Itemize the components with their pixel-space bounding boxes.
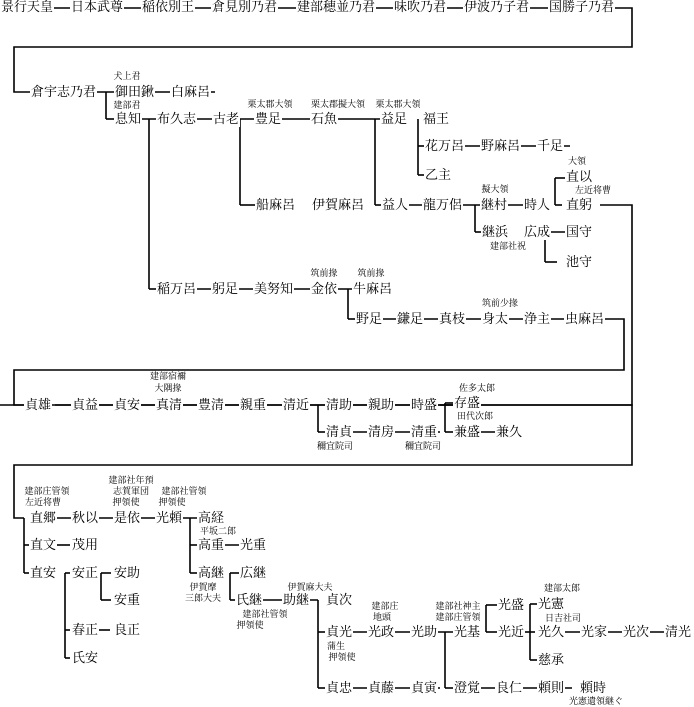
person-茂用: 茂用 bbox=[72, 538, 99, 553]
title-建部君: 建部君 bbox=[113, 101, 141, 111]
person-清貞: 清貞 bbox=[326, 425, 353, 440]
person-助継: 助継 bbox=[283, 593, 310, 608]
title-光憲遺領継ぐ: 光憲遺領継ぐ bbox=[568, 697, 624, 707]
title-左近将曹: 左近将曹 bbox=[24, 498, 62, 508]
person-頼時: 頼時 bbox=[580, 681, 607, 696]
person-豊足: 豊足 bbox=[255, 112, 282, 127]
title-三郎大夫: 三郎大夫 bbox=[184, 594, 222, 604]
person-清近: 清近 bbox=[283, 398, 310, 413]
person-時人: 時人 bbox=[524, 198, 551, 213]
person-花万呂: 花万呂 bbox=[425, 139, 465, 154]
person-倉見別乃君: 倉見別乃君 bbox=[212, 0, 278, 15]
title-大領: 大領 bbox=[567, 157, 587, 167]
title-穪宜院司: 穪宜院司 bbox=[404, 442, 442, 452]
title-押領使: 押領使 bbox=[236, 621, 264, 631]
person-高継: 高継 bbox=[198, 566, 225, 581]
person-石魚: 石魚 bbox=[311, 112, 338, 127]
person-直以: 直以 bbox=[566, 170, 593, 185]
title-押領使: 押領使 bbox=[112, 498, 140, 508]
person-貞雄: 貞雄 bbox=[25, 398, 52, 413]
person-継浜: 継浜 bbox=[482, 225, 509, 240]
person-福王: 福王 bbox=[423, 112, 450, 127]
title-穪宜院司: 穪宜院司 bbox=[316, 442, 354, 452]
person-伊賀麻呂: 伊賀麻呂 bbox=[312, 198, 365, 213]
person-光次: 光次 bbox=[623, 625, 650, 640]
title-建部庄管領: 建部庄管領 bbox=[435, 613, 481, 623]
person-兼久: 兼久 bbox=[496, 425, 523, 440]
title-伊賀麻大夫: 伊賀麻大夫 bbox=[287, 583, 333, 593]
person-是依: 是依 bbox=[114, 511, 141, 526]
person-貞益: 貞益 bbox=[72, 398, 99, 413]
title-栗太郡擬大領: 栗太郡擬大領 bbox=[310, 100, 366, 110]
person-光盛: 光盛 bbox=[498, 598, 525, 613]
person-光政: 光政 bbox=[368, 625, 395, 640]
title-建部宿禰: 建部宿禰 bbox=[149, 372, 187, 382]
person-貞忠: 貞忠 bbox=[326, 681, 353, 696]
person-存盛: 存盛 bbox=[454, 396, 481, 411]
person-氏継: 氏継 bbox=[236, 593, 263, 608]
title-押領使: 押領使 bbox=[158, 498, 186, 508]
person-真枝: 真枝 bbox=[439, 312, 466, 327]
person-貞寅: 貞寅 bbox=[411, 681, 438, 696]
person-春正: 春正 bbox=[72, 623, 99, 638]
person-金依: 金依 bbox=[311, 282, 338, 297]
person-浄主: 浄主 bbox=[524, 312, 551, 327]
person-野足: 野足 bbox=[356, 312, 383, 327]
person-清重: 清重 bbox=[411, 425, 438, 440]
title-平坂二郎: 平坂二郎 bbox=[199, 527, 237, 537]
person-安正: 安正 bbox=[72, 566, 99, 581]
person-光重: 光重 bbox=[240, 538, 267, 553]
person-息知: 息知 bbox=[115, 112, 142, 127]
person-親重: 親重 bbox=[240, 398, 267, 413]
title-伊賀摩: 伊賀摩 bbox=[189, 583, 217, 593]
person-光憲: 光憲 bbox=[538, 597, 565, 612]
person-国守: 国守 bbox=[566, 225, 593, 240]
person-真清: 真清 bbox=[156, 398, 183, 413]
title-大隅掾: 大隅掾 bbox=[154, 384, 182, 394]
person-躬足: 躬足 bbox=[212, 282, 239, 297]
person-建部穂並乃君: 建部穂並乃君 bbox=[297, 0, 376, 15]
person-広成: 広成 bbox=[524, 225, 551, 240]
title-建部庄: 建部庄 bbox=[371, 602, 399, 612]
person-布久志: 布久志 bbox=[157, 112, 197, 127]
person-親助: 親助 bbox=[368, 398, 395, 413]
person-貞光: 貞光 bbox=[326, 625, 353, 640]
person-光家: 光家 bbox=[581, 625, 608, 640]
person-野麻呂: 野麻呂 bbox=[481, 139, 521, 154]
person-良正: 良正 bbox=[114, 623, 141, 638]
person-時盛: 時盛 bbox=[411, 398, 438, 413]
title-建部庄管領: 建部庄管領 bbox=[24, 487, 70, 497]
person-船麻呂: 船麻呂 bbox=[256, 198, 296, 213]
title-押領使: 押領使 bbox=[328, 653, 356, 663]
person-直安: 直安 bbox=[30, 566, 57, 581]
person-兼盛: 兼盛 bbox=[454, 425, 481, 440]
person-美努知: 美努知 bbox=[254, 282, 294, 297]
person-氏安: 氏安 bbox=[72, 651, 99, 666]
title-田代次郎: 田代次郎 bbox=[456, 412, 494, 422]
person-白麻呂: 白麻呂 bbox=[171, 85, 211, 100]
person-豊清: 豊清 bbox=[198, 398, 225, 413]
person-貞藤: 貞藤 bbox=[368, 681, 395, 696]
person-安重: 安重 bbox=[114, 593, 141, 608]
person-伊波乃子君: 伊波乃子君 bbox=[464, 0, 530, 15]
person-光近: 光近 bbox=[498, 625, 525, 640]
person-直躬: 直躬 bbox=[566, 198, 593, 213]
person-光基: 光基 bbox=[454, 625, 481, 640]
person-乙主: 乙主 bbox=[425, 168, 452, 183]
person-虫麻呂: 虫麻呂 bbox=[565, 312, 605, 327]
person-慈承: 慈承 bbox=[538, 653, 565, 668]
title-志賀軍団: 志賀軍団 bbox=[112, 487, 150, 497]
person-益人: 益人 bbox=[382, 198, 409, 213]
person-直文: 直文 bbox=[30, 538, 57, 553]
person-池守: 池守 bbox=[566, 255, 593, 270]
person-国勝子乃君: 国勝子乃君 bbox=[549, 0, 615, 15]
person-良仁: 良仁 bbox=[496, 681, 523, 696]
person-秋以: 秋以 bbox=[72, 511, 99, 526]
person-御田鍬: 御田鍬 bbox=[115, 85, 155, 100]
title-筑前掾: 筑前掾 bbox=[357, 269, 385, 279]
person-清房: 清房 bbox=[368, 425, 395, 440]
person-鎌足: 鎌足 bbox=[397, 312, 424, 327]
title-筑前掾: 筑前掾 bbox=[310, 269, 338, 279]
person-身太: 身太 bbox=[482, 312, 509, 327]
title-地頭: 地頭 bbox=[372, 613, 392, 623]
person-清光: 清光 bbox=[665, 625, 692, 640]
title-栗太郡大領: 栗太郡大領 bbox=[247, 100, 293, 110]
person-清助: 清助 bbox=[326, 398, 353, 413]
person-澄覚: 澄覚 bbox=[454, 681, 481, 696]
person-光頼: 光頼 bbox=[156, 511, 183, 526]
title-犬上君: 犬上君 bbox=[113, 72, 141, 82]
person-龍万侶: 龍万侶 bbox=[423, 198, 463, 213]
person-継村: 継村 bbox=[481, 198, 508, 213]
title-筑前少掾: 筑前少掾 bbox=[481, 299, 519, 309]
person-味吹乃君: 味吹乃君 bbox=[394, 0, 447, 15]
title-建部社管領: 建部社管領 bbox=[242, 610, 288, 620]
person-光助: 光助 bbox=[411, 625, 438, 640]
title-左近将曹: 左近将曹 bbox=[574, 186, 612, 196]
title-擬大領: 擬大領 bbox=[481, 185, 509, 195]
person-稲依別王: 稲依別王 bbox=[142, 0, 195, 15]
person-貞安: 貞安 bbox=[114, 398, 141, 413]
person-倉宇志乃君: 倉宇志乃君 bbox=[31, 85, 97, 100]
title-建部社祝: 建部社祝 bbox=[489, 242, 527, 252]
title-建部社年預: 建部社年預 bbox=[108, 476, 154, 486]
person-高重: 高重 bbox=[198, 538, 225, 553]
person-千足: 千足 bbox=[537, 139, 564, 154]
person-稲万呂: 稲万呂 bbox=[157, 282, 197, 297]
person-頼則: 頼則 bbox=[538, 681, 565, 696]
person-光久: 光久 bbox=[538, 625, 565, 640]
title-建部社神主: 建部社神主 bbox=[435, 602, 481, 612]
title-栗太郡大領: 栗太郡大領 bbox=[375, 100, 421, 110]
person-直郷: 直郷 bbox=[30, 511, 57, 526]
person-日本武尊: 日本武尊 bbox=[71, 0, 124, 15]
title-建部社管領: 建部社管領 bbox=[161, 487, 207, 497]
person-景行天皇: 景行天皇 bbox=[1, 0, 54, 15]
person-広継: 広継 bbox=[240, 566, 267, 581]
person-古老: 古老 bbox=[213, 112, 240, 127]
person-貞次: 貞次 bbox=[326, 593, 353, 608]
title-佐多太郎: 佐多太郎 bbox=[458, 384, 496, 394]
person-高経: 高経 bbox=[198, 511, 225, 526]
person-安助: 安助 bbox=[114, 566, 141, 581]
title-日吉社司: 日吉社司 bbox=[544, 614, 582, 624]
title-建部太郎: 建部太郎 bbox=[543, 584, 581, 594]
person-牛麻呂: 牛麻呂 bbox=[353, 282, 393, 297]
person-益足: 益足 bbox=[381, 112, 408, 127]
title-蒲生: 蒲生 bbox=[326, 642, 346, 652]
